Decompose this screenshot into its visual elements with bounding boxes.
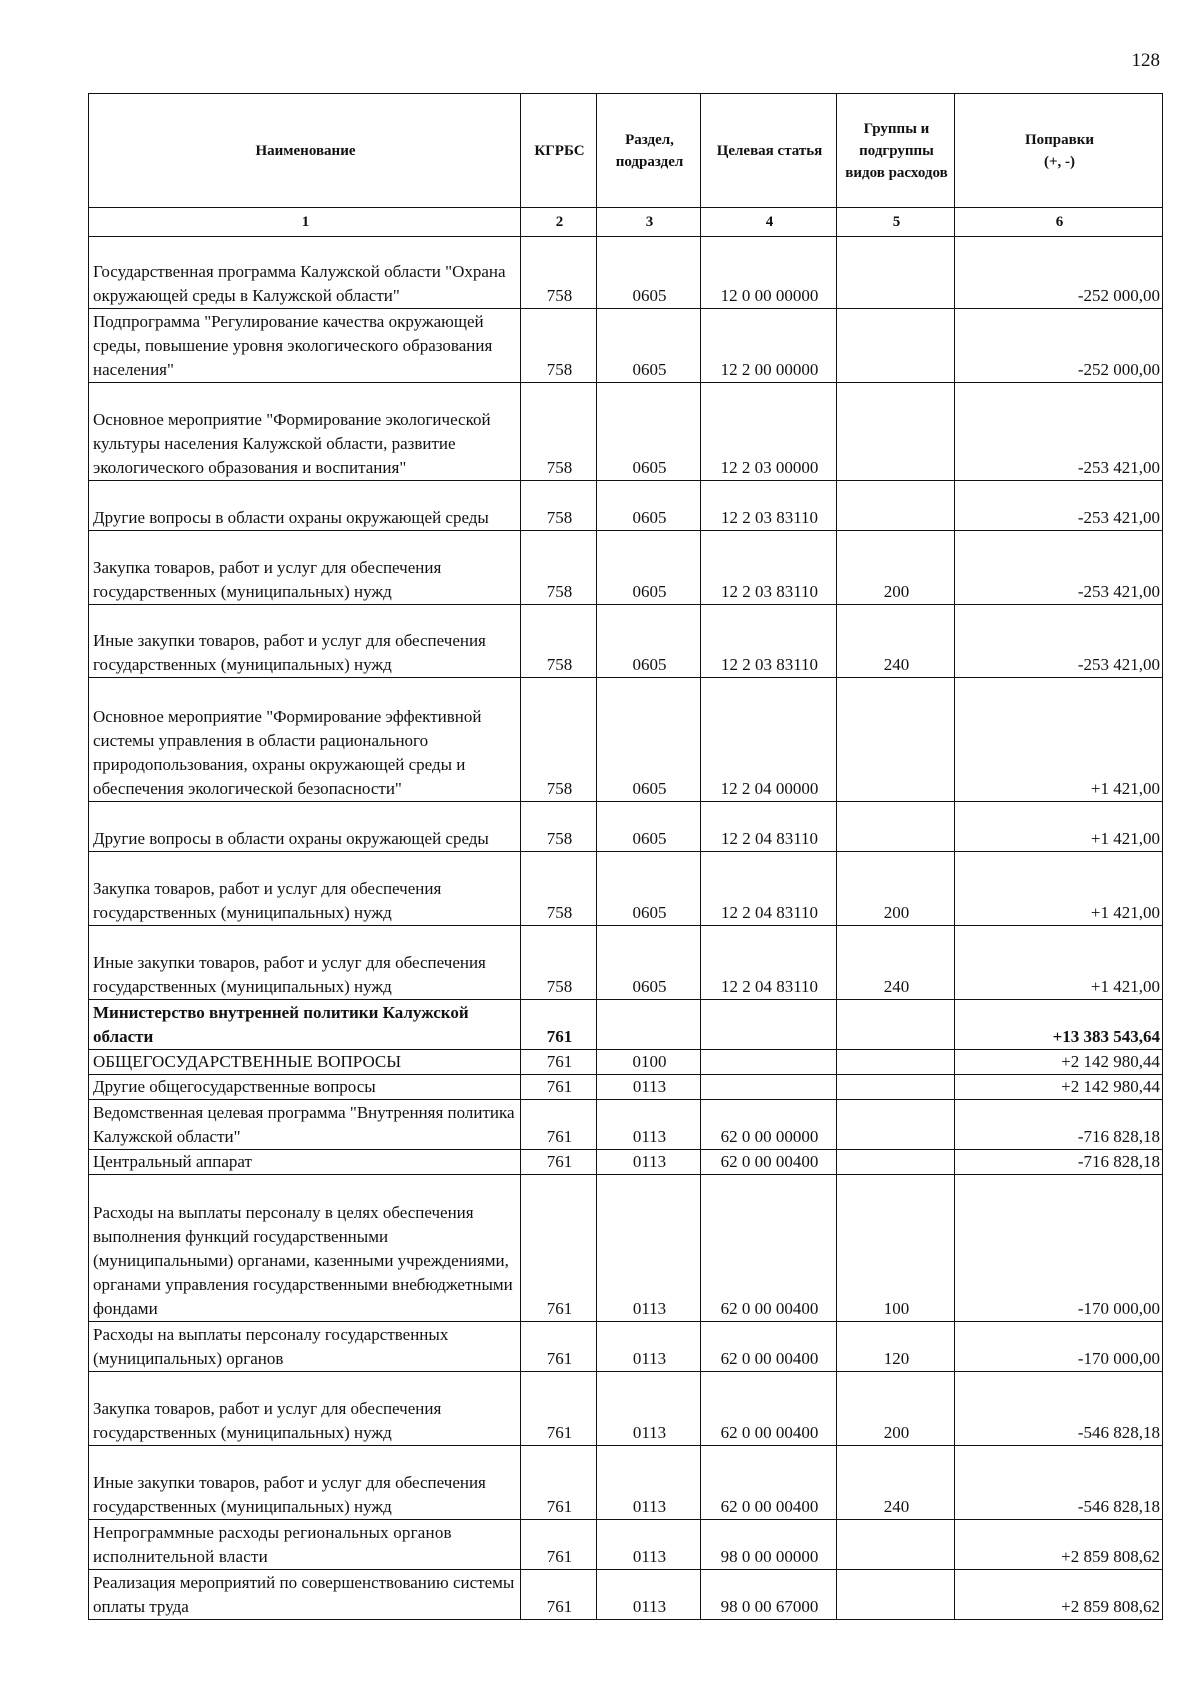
table-row xyxy=(89,531,1163,605)
row-group xyxy=(837,1075,955,1100)
row-kgrbs: 758 xyxy=(521,309,597,383)
row-target: 62 0 00 00400 xyxy=(701,1372,837,1446)
row-group xyxy=(837,1520,955,1570)
column-number: 4 xyxy=(701,208,837,237)
row-kgrbs: 761 xyxy=(521,1446,597,1520)
row-target: 62 0 00 00400 xyxy=(701,1175,837,1322)
table-row xyxy=(89,309,1163,383)
row-group: 240 xyxy=(837,605,955,678)
row-amount: -253 421,00 xyxy=(955,605,1163,678)
row-kgrbs: 758 xyxy=(521,852,597,926)
row-name: Иные закупки товаров, работ и услуг для обеспечения государственных (муниципальных) нужд xyxy=(89,926,521,1000)
budget-amendments-table xyxy=(88,93,1163,1620)
row-amount: +1 421,00 xyxy=(955,852,1163,926)
header-groups: Группы и подгруппы видов расходов xyxy=(837,94,955,208)
row-amount: -716 828,18 xyxy=(955,1150,1163,1175)
row-section: 0605 xyxy=(597,605,701,678)
column-number: 3 xyxy=(597,208,701,237)
row-section: 0605 xyxy=(597,237,701,309)
row-group xyxy=(837,1100,955,1150)
row-group xyxy=(837,309,955,383)
row-name: Основное мероприятие "Формирование эффективной системы управления в области рационального природопользования, охраны окружающей среды и обеспечения экологической безопасности" xyxy=(89,678,521,802)
table-row xyxy=(89,678,1163,802)
row-target: 12 2 00 00000 xyxy=(701,309,837,383)
header-amendments-title: Поправки xyxy=(1024,131,1095,148)
row-name: Расходы на выплаты персоналу государственных (муниципальных) органов xyxy=(89,1322,521,1372)
row-target: 12 2 04 83110 xyxy=(701,852,837,926)
row-name: Основное мероприятие "Формирование экологической культуры населения Калужской области, развитие экологического образования и воспитания" xyxy=(89,383,521,481)
row-name: Закупка товаров, работ и услуг для обеспечения государственных (муниципальных) нужд xyxy=(89,852,521,926)
table-row xyxy=(89,1520,1163,1570)
row-group xyxy=(837,481,955,531)
header-amendments-sign: (+, -) xyxy=(1043,153,1076,170)
row-section: 0605 xyxy=(597,309,701,383)
row-target xyxy=(701,1075,837,1100)
table-row xyxy=(89,1322,1163,1372)
header-amendments xyxy=(955,94,1163,208)
row-section xyxy=(597,1000,701,1050)
row-section: 0605 xyxy=(597,926,701,1000)
row-name: Реализация мероприятий по совершенствованию системы оплаты труда xyxy=(89,1570,521,1620)
row-section: 0113 xyxy=(597,1075,701,1100)
row-section: 0605 xyxy=(597,531,701,605)
row-section: 0113 xyxy=(597,1150,701,1175)
row-section: 0605 xyxy=(597,383,701,481)
row-section: 0113 xyxy=(597,1520,701,1570)
row-group xyxy=(837,1570,955,1620)
row-name: Ведомственная целевая программа "Внутренняя политика Калужской области" xyxy=(89,1100,521,1150)
row-kgrbs: 761 xyxy=(521,1322,597,1372)
row-target: 12 0 00 00000 xyxy=(701,237,837,309)
row-kgrbs: 761 xyxy=(521,1050,597,1075)
row-amount: +2 859 808,62 xyxy=(955,1570,1163,1620)
row-kgrbs: 758 xyxy=(521,237,597,309)
row-kgrbs: 758 xyxy=(521,802,597,852)
row-kgrbs: 761 xyxy=(521,1150,597,1175)
table-row xyxy=(89,802,1163,852)
table-row xyxy=(89,481,1163,531)
row-amount: -716 828,18 xyxy=(955,1100,1163,1150)
row-group: 100 xyxy=(837,1175,955,1322)
row-name: Расходы на выплаты персоналу в целях обеспечения выполнения функций государственными (муниципальными) органами, казенными учреждениями, органами управления государственными внебюджетными фондами xyxy=(89,1175,521,1322)
row-name: Закупка товаров, работ и услуг для обеспечения государственных (муниципальных) нужд xyxy=(89,531,521,605)
header-row xyxy=(89,94,1163,208)
row-amount: -253 421,00 xyxy=(955,481,1163,531)
header-kgrbs: КГРБС xyxy=(521,94,597,208)
row-name: Закупка товаров, работ и услуг для обеспечения государственных (муниципальных) нужд xyxy=(89,1372,521,1446)
row-group xyxy=(837,1000,955,1050)
row-amount: -252 000,00 xyxy=(955,237,1163,309)
row-group: 240 xyxy=(837,1446,955,1520)
table-row xyxy=(89,926,1163,1000)
row-kgrbs: 758 xyxy=(521,926,597,1000)
row-name: Центральный аппарат xyxy=(89,1150,521,1175)
table-row xyxy=(89,1000,1163,1050)
row-group: 120 xyxy=(837,1322,955,1372)
row-target: 12 2 03 83110 xyxy=(701,531,837,605)
row-group xyxy=(837,802,955,852)
column-number: 6 xyxy=(955,208,1163,237)
row-group: 200 xyxy=(837,1372,955,1446)
row-amount: +1 421,00 xyxy=(955,678,1163,802)
header-name: Наименование xyxy=(89,94,521,208)
row-kgrbs: 761 xyxy=(521,1372,597,1446)
row-kgrbs: 758 xyxy=(521,481,597,531)
row-group: 200 xyxy=(837,531,955,605)
table-row xyxy=(89,1075,1163,1100)
row-name: Государственная программа Калужской области "Охрана окружающей среды в Калужской области" xyxy=(89,237,521,309)
column-number: 2 xyxy=(521,208,597,237)
row-kgrbs: 761 xyxy=(521,1570,597,1620)
row-kgrbs: 758 xyxy=(521,678,597,802)
row-amount: -170 000,00 xyxy=(955,1322,1163,1372)
row-kgrbs: 758 xyxy=(521,531,597,605)
row-target xyxy=(701,1000,837,1050)
row-group: 240 xyxy=(837,926,955,1000)
row-section: 0100 xyxy=(597,1050,701,1075)
table-row xyxy=(89,1050,1163,1075)
row-amount: +2 142 980,44 xyxy=(955,1050,1163,1075)
row-kgrbs: 761 xyxy=(521,1175,597,1322)
row-amount: +1 421,00 xyxy=(955,802,1163,852)
row-section: 0605 xyxy=(597,852,701,926)
row-group: 200 xyxy=(837,852,955,926)
column-number: 1 xyxy=(89,208,521,237)
row-name: Непрограммные расходы региональных органов исполнительной власти xyxy=(89,1520,521,1570)
row-kgrbs: 761 xyxy=(521,1100,597,1150)
table-row xyxy=(89,383,1163,481)
row-target: 12 2 03 83110 xyxy=(701,605,837,678)
row-name: Другие вопросы в области охраны окружающей среды xyxy=(89,481,521,531)
row-target: 62 0 00 00400 xyxy=(701,1446,837,1520)
row-section: 0605 xyxy=(597,802,701,852)
row-group xyxy=(837,1050,955,1075)
row-group xyxy=(837,678,955,802)
row-target: 62 0 00 00400 xyxy=(701,1150,837,1175)
row-section: 0113 xyxy=(597,1372,701,1446)
row-target: 62 0 00 00000 xyxy=(701,1100,837,1150)
row-kgrbs: 761 xyxy=(521,1075,597,1100)
row-group xyxy=(837,237,955,309)
row-amount: -546 828,18 xyxy=(955,1372,1163,1446)
row-amount: +2 142 980,44 xyxy=(955,1075,1163,1100)
row-amount: +1 421,00 xyxy=(955,926,1163,1000)
table-row xyxy=(89,1175,1163,1322)
row-amount: +2 859 808,62 xyxy=(955,1520,1163,1570)
table-row xyxy=(89,1100,1163,1150)
row-name: Подпрограмма "Регулирование качества окружающей среды, повышение уровня экологического образования населения" xyxy=(89,309,521,383)
row-amount: -253 421,00 xyxy=(955,531,1163,605)
row-kgrbs: 758 xyxy=(521,383,597,481)
header-target: Целевая статья xyxy=(701,94,837,208)
row-name: Другие общегосударственные вопросы xyxy=(89,1075,521,1100)
row-name: Министерство внутренней политики Калужской области xyxy=(89,1000,521,1050)
table-row xyxy=(89,1372,1163,1446)
row-name: Иные закупки товаров, работ и услуг для обеспечения государственных (муниципальных) нужд xyxy=(89,1446,521,1520)
row-target: 12 2 04 83110 xyxy=(701,926,837,1000)
row-section: 0113 xyxy=(597,1322,701,1372)
row-target: 12 2 03 83110 xyxy=(701,481,837,531)
column-number-row xyxy=(89,208,1163,237)
row-group xyxy=(837,1150,955,1175)
row-section: 0605 xyxy=(597,481,701,531)
row-name: ОБЩЕГОСУДАРСТВЕННЫЕ ВОПРОСЫ xyxy=(89,1050,521,1075)
row-target: 12 2 04 00000 xyxy=(701,678,837,802)
row-kgrbs: 758 xyxy=(521,605,597,678)
row-amount: -546 828,18 xyxy=(955,1446,1163,1520)
row-name: Иные закупки товаров, работ и услуг для обеспечения государственных (муниципальных) нужд xyxy=(89,605,521,678)
row-amount: -170 000,00 xyxy=(955,1175,1163,1322)
row-kgrbs: 761 xyxy=(521,1520,597,1570)
table-row xyxy=(89,237,1163,309)
row-section: 0113 xyxy=(597,1175,701,1322)
row-section: 0113 xyxy=(597,1100,701,1150)
row-section: 0113 xyxy=(597,1570,701,1620)
table-row xyxy=(89,1446,1163,1520)
row-target: 12 2 03 00000 xyxy=(701,383,837,481)
row-target: 62 0 00 00400 xyxy=(701,1322,837,1372)
row-group xyxy=(837,383,955,481)
row-section: 0113 xyxy=(597,1446,701,1520)
page-number: 128 xyxy=(1131,50,1160,71)
table-row xyxy=(89,852,1163,926)
row-kgrbs: 761 xyxy=(521,1000,597,1050)
row-target: 98 0 00 67000 xyxy=(701,1570,837,1620)
table-row xyxy=(89,605,1163,678)
row-section: 0605 xyxy=(597,678,701,802)
column-number: 5 xyxy=(837,208,955,237)
table-row xyxy=(89,1150,1163,1175)
row-name: Другие вопросы в области охраны окружающей среды xyxy=(89,802,521,852)
row-amount: +13 383 543,64 xyxy=(955,1000,1163,1050)
row-amount: -252 000,00 xyxy=(955,309,1163,383)
row-target xyxy=(701,1050,837,1075)
header-section: Раздел, подраздел xyxy=(597,94,701,208)
row-amount: -253 421,00 xyxy=(955,383,1163,481)
row-target: 12 2 04 83110 xyxy=(701,802,837,852)
row-target: 98 0 00 00000 xyxy=(701,1520,837,1570)
table-row xyxy=(89,1570,1163,1620)
